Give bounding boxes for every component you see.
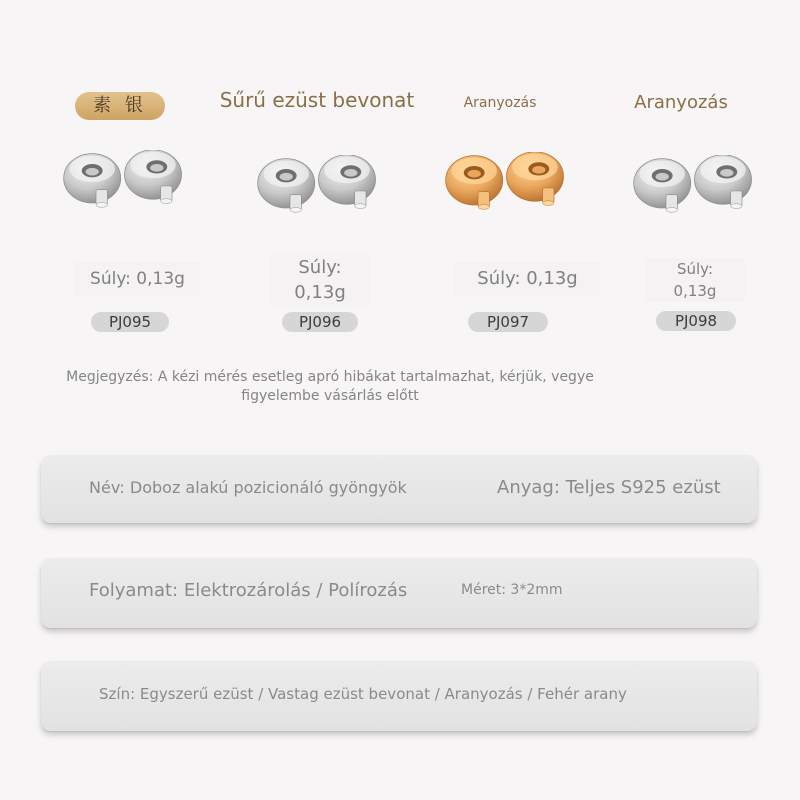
weight-label: Súly: 0,13g <box>75 262 200 296</box>
variant-title: Sűrű ezüst bevonat <box>219 88 415 112</box>
product-code-badge: PJ095 <box>91 312 169 332</box>
weight-label-line: Súly: <box>676 260 714 278</box>
weight-label-line: Súly: <box>298 257 342 278</box>
weight-label <box>645 258 745 302</box>
weight-label-line: 0,13g <box>294 282 346 303</box>
weight-label <box>270 255 370 305</box>
product-process: Folyamat: Elektrozárolás / Polírozás <box>89 580 408 601</box>
product-code-badge: PJ096 <box>282 312 358 332</box>
spec-card-name-material <box>41 455 757 523</box>
product-material: Anyag: Teljes S925 ezüst <box>497 477 721 498</box>
bead-pair-graphic <box>628 155 758 225</box>
bead-image <box>628 155 758 225</box>
product-name: Név: Doboz alakú pozicionáló gyöngyök <box>89 478 407 497</box>
variant-title-badge: 素 银 <box>75 92 165 120</box>
product-colors: Szín: Egyszerű ezüst / Vastag ezüst bevonat / Aranyozás / Fehér arany <box>99 685 627 703</box>
variant-title: Aranyozás <box>463 95 537 111</box>
variant-title: Aranyozás <box>634 92 728 113</box>
bead-image <box>58 150 188 220</box>
measurement-note <box>40 368 620 406</box>
product-size: Méret: 3*2mm <box>461 582 563 598</box>
bead-image <box>252 155 382 225</box>
spec-card-color <box>41 661 757 731</box>
bead-pair-graphic <box>440 152 570 222</box>
bead-pair-graphic <box>252 155 382 225</box>
spec-card-process-size <box>41 558 757 628</box>
product-code-badge: PJ098 <box>656 311 736 331</box>
bead-image <box>440 152 570 222</box>
weight-label: Súly: 0,13g <box>455 262 600 296</box>
weight-label-line: 0,13g <box>673 282 717 300</box>
note-line: figyelembe vásárlás előtt <box>241 388 419 404</box>
product-code-badge: PJ097 <box>468 312 548 332</box>
bead-pair-graphic <box>58 150 188 220</box>
note-line: Megjegyzés: A kézi mérés esetleg apró hibákat tartalmazhat, kérjük, vegye <box>66 369 594 385</box>
